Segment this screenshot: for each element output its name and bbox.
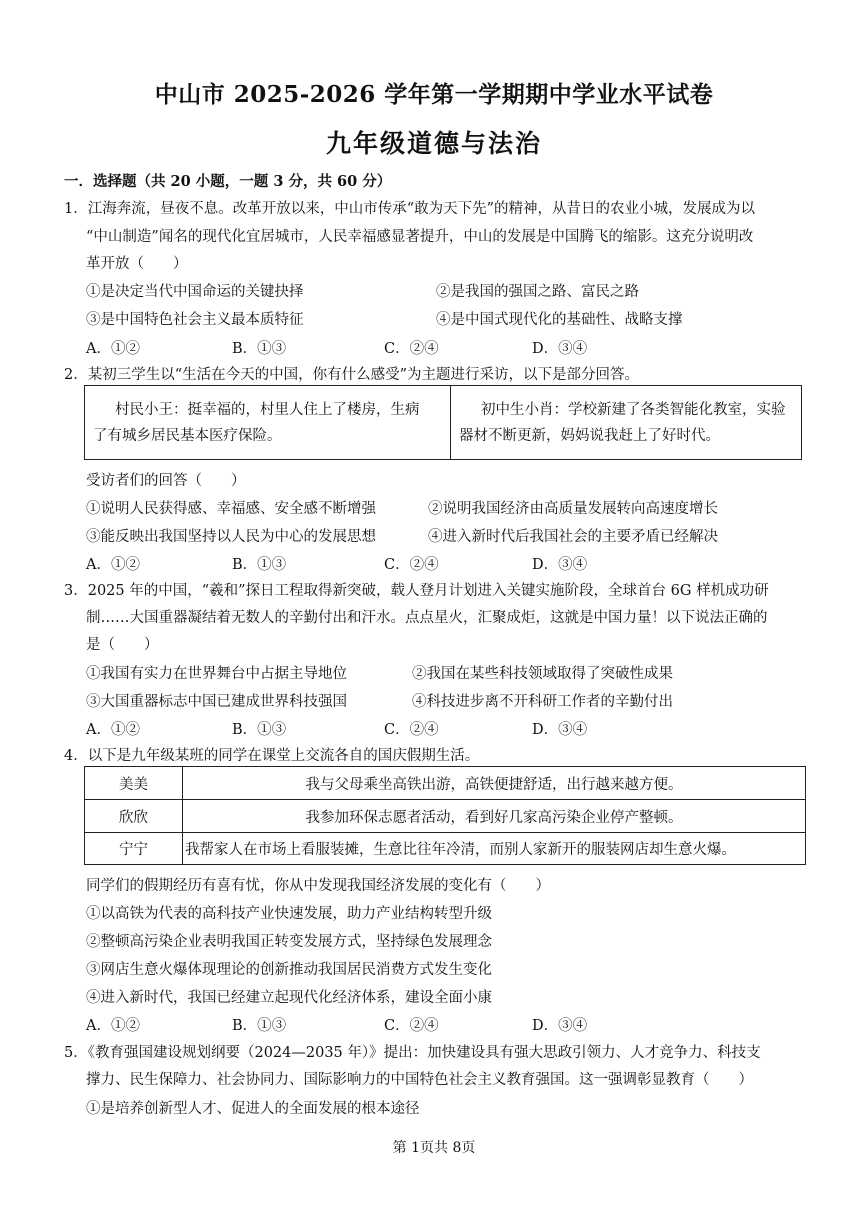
q1-item-2: ②是我国的强国之路、富民之路 xyxy=(436,284,639,300)
q2-question: 受访者们的回答（ ） xyxy=(86,473,246,489)
q2-choice-a[interactable]: A．①② xyxy=(86,557,140,573)
q1-item-3: ③是中国特色社会主义最本质特征 xyxy=(86,312,304,328)
q4-item-1: ①以高铁为代表的高科技产业快速发展，助力产业结构转型升级 xyxy=(86,906,492,922)
q2-item-3: ③能反映出我国坚持以人民为中心的发展思想 xyxy=(86,529,376,545)
q2-answer-left-line1: 村民小王：挺幸福的，村里人住上了楼房，生病 xyxy=(115,401,420,418)
q3-item-4: ④科技进步离不开科研工作者的辛勤付出 xyxy=(412,694,673,710)
q1-choice-c[interactable]: C．②④ xyxy=(384,341,439,357)
q3-stem-line1: 3．2025 年的中国，“羲和”探日工程取得新突破，载人登月计划进入关键实施阶段，全球首台 6G 样机成功研 xyxy=(64,583,769,599)
q3-stem-line3: 是（ ） xyxy=(86,637,159,653)
exam-title: 中山市 2025-2026 学年第一学期期中学业水平试卷 xyxy=(154,81,714,108)
q2-answer-right-line1: 初中生小肖：学校新建了各类智能化教室，实验 xyxy=(481,401,786,418)
q1-stem-line2: “中山制造”闻名的现代化宜居城市，人民幸福感显著提升，中山的发展是中国腾飞的缩影。这充分说明改 xyxy=(86,229,754,245)
q3-choice-c[interactable]: C．②④ xyxy=(384,722,439,738)
page-number: 第 1页共 8页 xyxy=(392,1140,476,1156)
q4-name-cell: 欣欣 xyxy=(85,800,183,833)
q5-item-1: ①是培养创新型人才、促进人的全面发展的根本途径 xyxy=(86,1101,420,1117)
q1-item-4: ④是中国式现代化的基础性、战略支撑 xyxy=(436,312,683,328)
section-heading: 一．选择题（共 20 小题，一题 3 分，共 60 分） xyxy=(64,173,392,190)
q2-answer-right xyxy=(451,386,802,460)
q5-stem-line2: 撑力、民生保障力、社会协同力、国际影响力的中国特色社会主义教育强国。这一强调彰显教育（ ） xyxy=(86,1072,753,1088)
table-row xyxy=(85,800,806,833)
q2-answer-left-line2: 了有城乡居民基本医疗保险。 xyxy=(93,427,282,444)
q2-answer-left xyxy=(85,386,451,460)
q2-choice-d[interactable]: D．③④ xyxy=(532,557,588,573)
q4-item-2: ②整顿高污染企业表明我国正转变发展方式，坚持绿色发展理念 xyxy=(86,934,492,950)
q3-item-1: ①我国有实力在世界舞台中占据主导地位 xyxy=(86,666,347,682)
q4-choice-b[interactable]: B．①③ xyxy=(232,1018,287,1034)
q3-choice-b[interactable]: B．①③ xyxy=(232,722,287,738)
q1-choice-b[interactable]: B．①③ xyxy=(232,341,287,357)
q1-stem-line3: 革开放（ ） xyxy=(86,256,188,272)
q4-text-cell: 我与父母乘坐高铁出游，高铁便捷舒适，出行越来越方便。 xyxy=(183,767,806,800)
q4-text-cell: 我参加环保志愿者活动，看到好几家高污染企业停产整顿。 xyxy=(183,800,806,833)
table-row xyxy=(85,833,806,865)
q4-stem-line1: 4．以下是九年级某班的同学在课堂上交流各自的国庆假期生活。 xyxy=(64,748,480,764)
q5-stem-line1: 5．《教育强国建设规划纲要（2024—2035 年）》提出：加快建设具有强大思政引领力、人才竞争力、科技支 xyxy=(64,1045,761,1061)
q4-choice-c[interactable]: C．②④ xyxy=(384,1018,439,1034)
q4-name-cell: 美美 xyxy=(85,767,183,800)
q2-answer-right-line2: 器材不断更新，妈妈说我赶上了好时代。 xyxy=(459,427,720,444)
q2-interview-table xyxy=(84,385,802,460)
q4-name-cell: 宁宁 xyxy=(85,833,183,865)
q2-choice-c[interactable]: C．②④ xyxy=(384,557,439,573)
q1-stem-line1: 1．江海奔流，昼夜不息。改革开放以来，中山市传承“敢为天下先”的精神，从昔日的农业小城，发展成为以 xyxy=(64,201,756,217)
q4-holiday-table xyxy=(84,766,806,865)
q2-choice-b[interactable]: B．①③ xyxy=(232,557,287,573)
q2-item-4: ④进入新时代后我国社会的主要矛盾已经解决 xyxy=(428,529,718,545)
q3-item-2: ②我国在某些科技领域取得了突破性成果 xyxy=(412,666,673,682)
table-row xyxy=(85,767,806,800)
q3-stem-line2: 制……大国重器凝结着无数人的辛勤付出和汗水。点点星火，汇聚成炬，这就是中国力量！以下说法正确的 xyxy=(86,610,768,626)
q1-choice-a[interactable]: A．①② xyxy=(86,341,140,357)
q3-item-3: ③大国重器标志中国已建成世界科技强国 xyxy=(86,694,347,710)
q3-choice-a[interactable]: A．①② xyxy=(86,722,140,738)
q4-item-4: ④进入新时代，我国已经建立起现代化经济体系，建设全面小康 xyxy=(86,990,492,1006)
q4-text-cell: 我帮家人在市场上看服装摊，生意比往年冷清，而别人家新开的服装网店却生意火爆。 xyxy=(183,833,806,865)
q2-item-1: ①说明人民获得感、幸福感、安全感不断增强 xyxy=(86,501,376,517)
q4-item-3: ③网店生意火爆体现理论的创新推动我国居民消费方式发生变化 xyxy=(86,962,492,978)
q1-choice-d[interactable]: D．③④ xyxy=(532,341,588,357)
q2-item-2: ②说明我国经济由高质量发展转向高速度增长 xyxy=(428,501,718,517)
q4-choice-a[interactable]: A．①② xyxy=(86,1018,140,1034)
q2-stem-line1: 2．某初三学生以“生活在今天的中国，你有什么感受”为主题进行采访，以下是部分回答。 xyxy=(64,367,640,383)
q1-item-1: ①是决定当代中国命运的关键抉择 xyxy=(86,284,304,300)
q3-choice-d[interactable]: D．③④ xyxy=(532,722,588,738)
q4-choice-d[interactable]: D．③④ xyxy=(532,1018,588,1034)
exam-subtitle: 九年级道德与法治 xyxy=(325,129,542,158)
q4-question: 同学们的假期经历有喜有忧，你从中发现我国经济发展的变化有（ ） xyxy=(86,878,550,894)
